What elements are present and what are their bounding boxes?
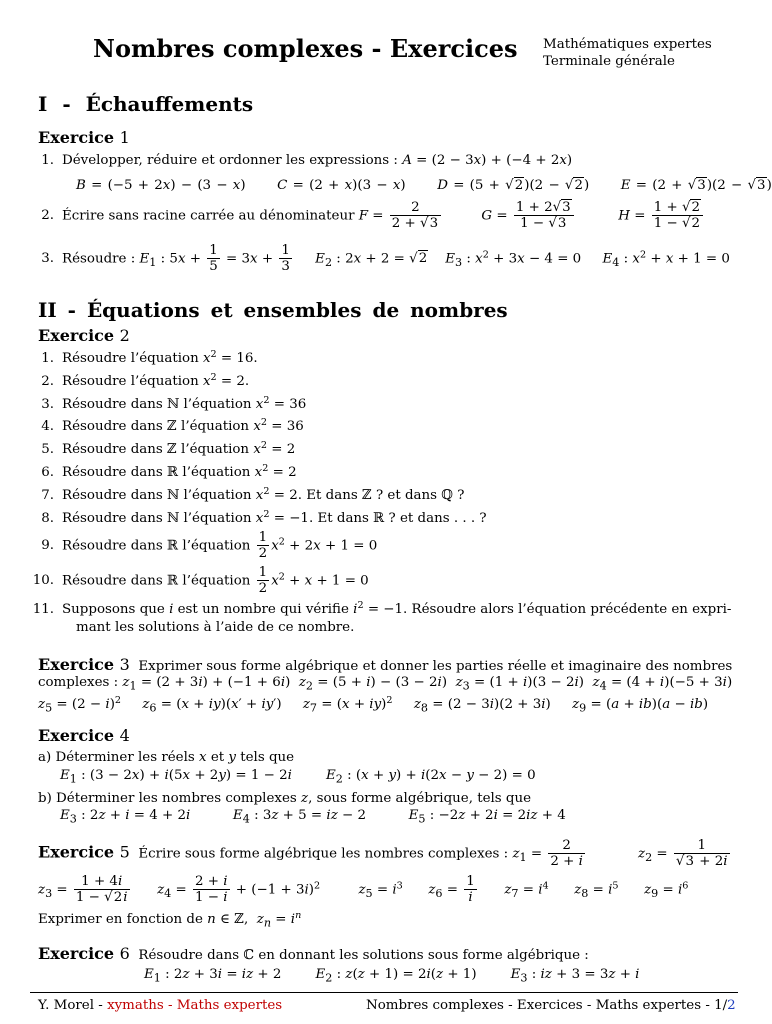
page-title: Nombres complexes - Exercices bbox=[93, 34, 518, 63]
ex2-item-11-cont: mant les solutions à l’aide de ce nombre. bbox=[76, 620, 355, 635]
exercise-label: Exercice bbox=[38, 726, 115, 745]
ex2-item-10: 10. Résoudre dans ℝ l’équation $\frac{1}{2}$ $x^2 + x + 1 = 0$ bbox=[32, 565, 369, 597]
exercise-4a: a) Déterminer les réels x et y tels que bbox=[38, 750, 295, 765]
exercise-1-title bbox=[38, 128, 130, 148]
exercise-2-title bbox=[38, 326, 130, 346]
exercise-number: 2 bbox=[119, 326, 130, 345]
ex2-item-8: 8. Résoudre dans ℕ l’équation $x^2 = -1$. Et dans ℝ ? et dans . . . ? bbox=[41, 509, 487, 526]
exercise-4b-eq: $E_3$ : 2z + i = 4 + 2i $E_4$ : 3z + 5 = iz − 2 $E_5$ : −2z + 2i = 2iz + 4 bbox=[60, 808, 566, 826]
exercise-6-block bbox=[38, 944, 589, 965]
ex1-item-2: 2. Écrire sans racine carrée au dénominateur F = $\frac{2}{2 + √3}$ G = $\frac{1 + 2√3}{1 - √3}$ H = $\frac{1 + √2}{1 - √2}$ bbox=[30, 200, 705, 232]
exercise-4a-eq: $E_1$ : (3 − 2x) + i(5x + 2y) = 1 − 2i $E_2$ : (x + y) + i(2x − y − 2) = 0 bbox=[60, 768, 536, 786]
exercise-number: 1 bbox=[119, 128, 130, 147]
footer-doc-title: Nombres complexes - Exercices - Maths expertes - bbox=[366, 998, 710, 1013]
exercise-4b: b) Déterminer les nombres complexes z, sous forme algébrique, tels que bbox=[38, 791, 532, 806]
exercise-label: Exercice bbox=[38, 944, 115, 963]
footer-author: Y. Morel - bbox=[38, 998, 103, 1013]
ex2-item-11: 11. Supposons que i est un nombre qui vérifie $i^2 = -1$. Résoudre alors l’équation précédente en expri- bbox=[32, 600, 732, 617]
ex2-item-5: 5. Résoudre dans ℤ l’équation $x^2 = 2$ bbox=[41, 440, 296, 457]
ex1-item-1-cont: B = (−5 + 2x) − (3 − x) C = (2 + x)(3 − x) D = (5 + √2)(2 − √2) E = (2 + √3)(2 − √3) bbox=[76, 178, 772, 193]
exercise-3-block: Exercice 3 Exprimer sous forme algébrique et donner les parties réelle et imaginaire des nombres bbox=[38, 655, 733, 674]
exercise-5-title bbox=[38, 842, 130, 861]
exercise-3-line3: $z_5 = (2 - i)^2$ $z_6 = (x + iy)(x' + iy')$ $z_7 = (x + iy)^2$ $z_8 = (2 - 3i)(2 + 3i)$ $z_9 = (a + ib)(a - ib)$ bbox=[38, 695, 709, 715]
footer-left bbox=[38, 998, 282, 1015]
exercise-number: 5 bbox=[119, 842, 130, 862]
exercise-3-title bbox=[38, 655, 130, 674]
ex2-item-3: 3. Résoudre dans ℕ l’équation $x^2 = 36$ bbox=[41, 395, 307, 412]
exercise-4-title bbox=[38, 726, 130, 746]
level-info bbox=[543, 36, 712, 70]
exercise-6-title bbox=[38, 944, 130, 963]
ex2-item-2: 2. Résoudre l’équation $x^2 = 2$. bbox=[41, 372, 250, 389]
exercise-6-text: Résoudre dans ℂ en donnant les solutions sous forme algébrique : bbox=[138, 948, 589, 963]
level-line2: Terminale générale bbox=[543, 54, 675, 69]
footer-site-link[interactable]: xymaths - Maths expertes bbox=[107, 998, 283, 1013]
exercise-6-eq: $E_1$ : 2z + 3i = iz + 2 $E_2$ : z(z + 1) = 2i(z + 1) $E_3$ : iz + 3 = 3z + i bbox=[144, 967, 640, 985]
footer-page-total-link[interactable]: 2 bbox=[727, 998, 736, 1013]
exercise-number: 6 bbox=[119, 944, 130, 963]
ex1-item-3: 3. Résoudre : $E_1$ : 5x + $\frac{1}{5}$ = 3x + $\frac{1}{3}$ $E_2$ : 2x + 2 = √2 $E_3$ : $x^2 + 3x - 4 = 0$ $E_4$ : $x^2 + x + 1 = 0$ bbox=[41, 243, 730, 275]
section-1-title: I - Échauffements bbox=[38, 92, 254, 116]
footer-rule bbox=[30, 992, 738, 993]
section-2-title: II - Équations et ensembles de nombres bbox=[38, 298, 508, 322]
exercise-3-line2: complexes : $z_1 = (2 + 3i) + (-1 + 6i) z_2 = (5 + i) - (3 - 2i) z_3 = (1 + i)(3 - 2i) z_4 = (4 + i)(-5 + 3i)$ bbox=[38, 675, 733, 693]
exercise-label: Exercice bbox=[38, 842, 115, 862]
ex2-item-7: 7. Résoudre dans ℕ l’équation $x^2 = 2$. Et dans ℤ ? et dans ℚ ? bbox=[41, 486, 465, 503]
exercise-5-block: Exercice 5 Écrire sous forme algébrique les nombres complexes : $z_1$ = $\frac{2}{2 + i}$ $z_2$ = $\frac{1}{√3 + 2i}$ bbox=[38, 838, 728, 870]
exercise-number: 4 bbox=[119, 726, 130, 745]
ex2-item-9: 9. Résoudre dans ℝ l’équation $\frac{1}{2}$ $x^2 + 2x + 1 = 0$ bbox=[41, 530, 378, 562]
ex2-item-6: 6. Résoudre dans ℝ l’équation $x^2 = 2$ bbox=[41, 463, 297, 480]
ex2-item-4: 4. Résoudre dans ℤ l’équation $x^2 = 36$ bbox=[41, 417, 304, 434]
exercise-label: Exercice bbox=[38, 326, 115, 345]
footer-page-current: 1 bbox=[714, 998, 723, 1013]
ex2-item-1: 1. Résoudre l’équation $x^2 = 16$. bbox=[41, 349, 258, 366]
exercise-5-line2: $z_3$ = $\frac{1 + 4i}{1 - √2i}$ $z_4$ = $\frac{2 + i}{1 - i}$ + $(-1 + 3i)^2$ $z_5 = i^3$ $z_6$ = $\frac{1}{i}$ $z_7 = i^4$ $z_8 = i^5$ $z_9 = i^6$ bbox=[38, 874, 689, 906]
exercise-number: 3 bbox=[119, 655, 130, 674]
exercise-label: Exercice bbox=[38, 655, 115, 674]
exercise-label: Exercice bbox=[38, 128, 115, 147]
level-line1: Mathématiques expertes bbox=[543, 37, 712, 52]
exercise-5-last: Exprimer en fonction de n ∈ ℤ, $z_n = i^n$ bbox=[38, 910, 302, 930]
ex1-item-1: 1. Développer, réduire et ordonner les expressions : A = (2 − 3x) + (−4 + 2x) bbox=[41, 153, 573, 168]
footer-right: Nombres complexes - Exercices - Maths expertes - 1/2 bbox=[366, 998, 736, 1013]
